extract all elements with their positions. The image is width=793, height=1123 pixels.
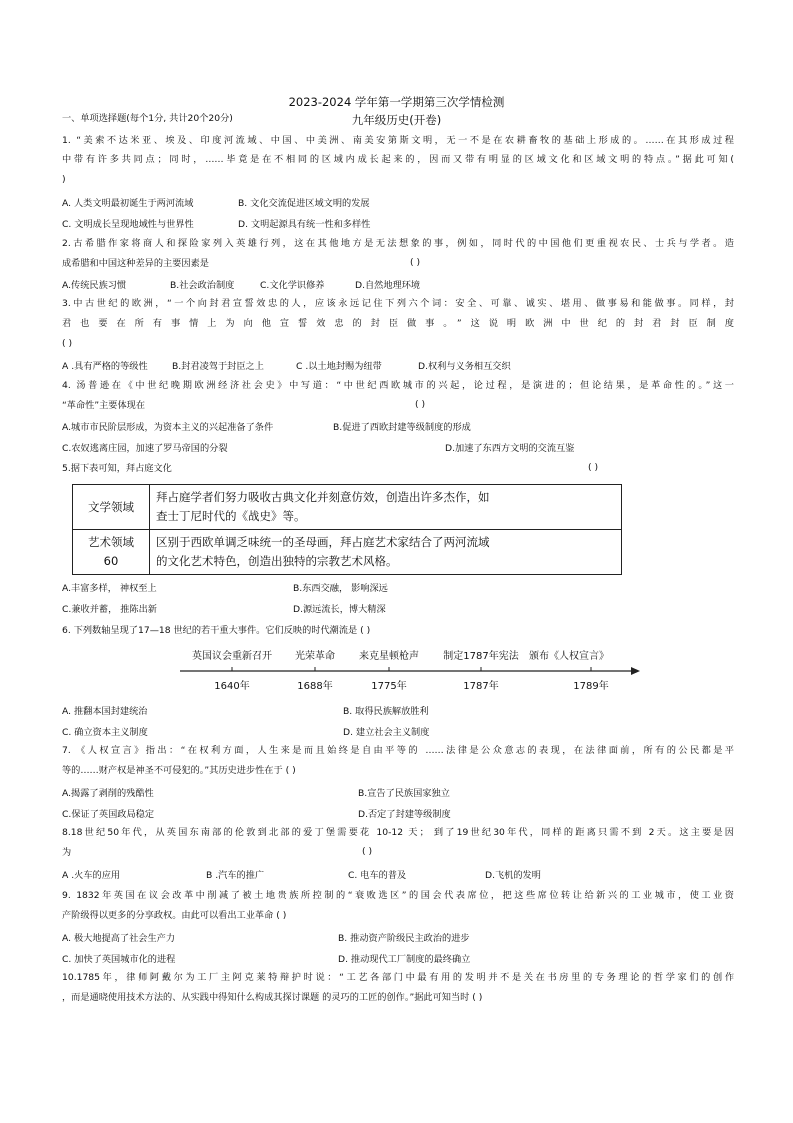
q1-stem-line1: 1. “美索不达米亚、埃及、印度河流域、中国、中美洲、南美安第斯文明，无一不是在农耕畜牧的基础上形成的。……在其形成过程 bbox=[62, 135, 734, 146]
q7-option-b: B.宣告了民族国家独立 bbox=[358, 788, 450, 799]
q2-option-b: B.社会政治制度 bbox=[170, 280, 235, 291]
table-row bbox=[73, 530, 622, 575]
table-row bbox=[73, 485, 622, 530]
q1-option-a: A. 人类文明最初诞生于两河流域 bbox=[62, 198, 194, 209]
q4-stem-line1: 4. 汤普逊在《中世纪晚期欧洲经济社会史》中写道：“中世纪西欧城市的兴起，论过程，是演进的；但论结果，是革命性的。”这一 bbox=[62, 380, 734, 391]
q9-option-c: C. 加快了英国城市化的进程 bbox=[62, 954, 176, 965]
q10-stem-line2: ，而是通晓使用技术方法的、从实践中得知什么构成其探讨课题 的灵巧的工匠的创作。”据此可知当时 ( ) bbox=[62, 992, 483, 1003]
timeline-arrow-icon bbox=[631, 667, 640, 675]
q8-option-c: C. 电车的普及 bbox=[348, 870, 407, 881]
q2-option-d: D.自然地理环境 bbox=[355, 280, 421, 291]
q5-option-b: B.东西交融， 影响深远 bbox=[293, 583, 388, 594]
q3-option-c: C .以土地封赐为纽带 bbox=[296, 361, 382, 372]
q7-option-d: D.否定了封建等级制度 bbox=[358, 809, 451, 820]
q6-option-b: B. 取得民族解放胜利 bbox=[343, 706, 429, 717]
q8-answer-paren: ( ) bbox=[362, 846, 373, 857]
q5-stem: 5.据下表可知，拜占庭文化 bbox=[62, 463, 172, 474]
section-heading: 一、单项选择题(每个1分, 共计20个20分) bbox=[62, 113, 233, 124]
q5-table bbox=[72, 484, 622, 575]
q8-option-d: D.飞机的发明 bbox=[485, 870, 541, 881]
q9-option-d: D. 推动现代工厂制度的最终确立 bbox=[338, 954, 471, 965]
q5-option-a: A.丰富多样， 神权至上 bbox=[62, 583, 157, 594]
timeline-event: 光荣革命 bbox=[295, 651, 335, 662]
q1-stem-line2: 中带有许多共同点；同时，……毕竟是在不相同的区域内成长起来的，因而又带有明显的区域文化和区域文明的特点。”据此可知( bbox=[62, 154, 734, 165]
q1-option-d: D. 文明起源具有统一性和多样性 bbox=[238, 219, 371, 230]
q4-option-c: C.农奴逃离庄园，加速了罗马帝国的分裂 bbox=[62, 443, 228, 454]
q3-option-a: A .具有严格的等级性 bbox=[62, 361, 148, 372]
q2-option-a: A.传统民族习惯 bbox=[62, 280, 127, 291]
q4-answer-paren: ( ) bbox=[415, 399, 426, 410]
q9-stem-line1: 9. 1832年英国在议会改革中削减了被土地贵族所控制的“衰败选区”的国会代表席位，把这些席位转让给新兴的工业城市，使工业资 bbox=[62, 890, 734, 901]
q6-timeline bbox=[170, 643, 650, 695]
timeline-event: 英国议会重新召开 bbox=[192, 651, 272, 662]
q4-option-d: D.加速了东西方文明的交流互鉴 bbox=[445, 443, 575, 454]
q6-stem: 6. 下列数轴呈现了17—18 世纪的若干重大事件。它们反映的时代潮流是 ( ) bbox=[62, 625, 371, 636]
q3-option-d: D.权利与义务相互交织 bbox=[418, 361, 511, 372]
q4-option-a: A.城市市民阶层形成，为资本主义的兴起准备了条件 bbox=[62, 422, 274, 433]
q3-stem-line2: 君也要在所有事情上为向他宣誓效忠的封臣做事。”这说明欧洲中世纪的封君封臣制度 bbox=[62, 318, 734, 329]
q5-option-d: D.源远流长，博大精深 bbox=[293, 604, 386, 615]
table-cell-key: 艺术领域 60 bbox=[73, 530, 150, 575]
q3-stem-line3: ( ) bbox=[62, 338, 73, 349]
table-cell-key: 文学领域 bbox=[73, 485, 150, 530]
q2-stem-line2: 成希腊和中国这种差异的主要因素是 bbox=[62, 258, 209, 269]
timeline-year: 1787年 bbox=[463, 681, 499, 692]
q4-option-b: B.促进了西欧封建等级制度的形成 bbox=[333, 422, 471, 433]
q8-stem-line1: 8.18世纪50年代，从英国东南部的伦敦到北部的爱丁堡需要花 10-12 天； 到了19世纪30年代，同样的距离只需不到 2天。这主要是因 bbox=[62, 827, 734, 838]
q2-stem-line1: 2.古希腊作家将商人和探险家列入英雄行列，这在其他地方是无法想象的事，例如，同时代的中国他们更重视农民、士兵与学者。造 bbox=[62, 238, 734, 249]
table-cell-value: 拜占庭学者们努力吸收古典文化并刻意仿效，创造出许多杰作，如 查士丁尼时代的《战史》等。 bbox=[150, 485, 622, 530]
timeline-year: 1640年 bbox=[214, 681, 250, 692]
q7-stem-line1: 7. 《人权宣言》指出：“在权利方面，人生来是而且始终是自由平等的 ……法律是公众意志的表现，在法律面前，所有的公民都是平 bbox=[62, 745, 734, 756]
q1-option-b: B. 文化交流促进区域文明的发展 bbox=[238, 198, 370, 209]
timeline-event: 来克星顿枪声 bbox=[359, 651, 419, 662]
q7-option-c: C.保证了英国政局稳定 bbox=[62, 809, 155, 820]
q4-stem-line2: “革命性”主要体现在 bbox=[62, 400, 146, 411]
table-cell-value: 区别于西欧单调乏味统一的圣母画，拜占庭艺术家结合了两河流域 的文化艺术特色，创造出独特的宗教艺术风格。 bbox=[150, 530, 622, 575]
q8-stem-line2: 为 bbox=[62, 847, 72, 858]
q9-stem-line2: 产阶级得以更多的分享政权。由此可以看出工业革命 ( ) bbox=[62, 910, 287, 921]
q1-option-c: C. 文明成长呈现地域性与世界性 bbox=[62, 219, 194, 230]
q2-option-c: C.文化学识修养 bbox=[260, 280, 325, 291]
q7-stem-line2: 等的……财产权是神圣不可侵犯的。”其历史进步性在于 ( ) bbox=[62, 765, 296, 776]
q3-option-b: B.封君凌驾于封臣之上 bbox=[172, 361, 264, 372]
timeline-year: 1789年 bbox=[573, 681, 609, 692]
timeline-event: 颁布《人权宣言》 bbox=[529, 651, 609, 662]
q7-option-a: A.揭露了剥削的残酷性 bbox=[62, 788, 154, 799]
q5-answer-paren: ( ) bbox=[588, 462, 599, 473]
q3-stem-line1: 3.中古世纪的欧洲，“一个向封君宣誓效忠的人，应该永远记住下列六个词：安全、可靠、诚实、堪用、做事易和能做事。同样，封 bbox=[62, 298, 734, 309]
q9-option-b: B. 推动资产阶级民主政治的进步 bbox=[338, 933, 470, 944]
q6-option-c: C. 确立资本主义制度 bbox=[62, 727, 148, 738]
timeline-year: 1775年 bbox=[371, 681, 407, 692]
exam-subtitle: 九年级历史(开卷) bbox=[351, 113, 442, 127]
q6-option-d: D. 建立社会主义制度 bbox=[343, 727, 430, 738]
q8-option-a: A .火车的应用 bbox=[62, 870, 121, 881]
q5-option-c: C.兼收并蓄， 推陈出新 bbox=[62, 604, 157, 615]
timeline-event: 制定1787年宪法 bbox=[443, 651, 519, 662]
q1-stem-line3: ) bbox=[62, 174, 66, 185]
q10-stem-line1: 10.1785年，律师阿戴尔为工厂主阿克莱特辩护时说：“工艺各部门中最有用的发明并不是关在书房里的专务理论的哲学家们的创作 bbox=[62, 972, 734, 983]
q6-option-a: A. 推翻本国封建统治 bbox=[62, 706, 148, 717]
timeline-year: 1688年 bbox=[297, 681, 333, 692]
q2-answer-paren: ( ) bbox=[410, 257, 421, 268]
q9-option-a: A. 极大地提高了社会生产力 bbox=[62, 933, 176, 944]
q8-option-b: B .汽车的推广 bbox=[206, 870, 265, 881]
exam-title: 2023-2024 学年第一学期第三次学情检测 bbox=[288, 95, 505, 109]
